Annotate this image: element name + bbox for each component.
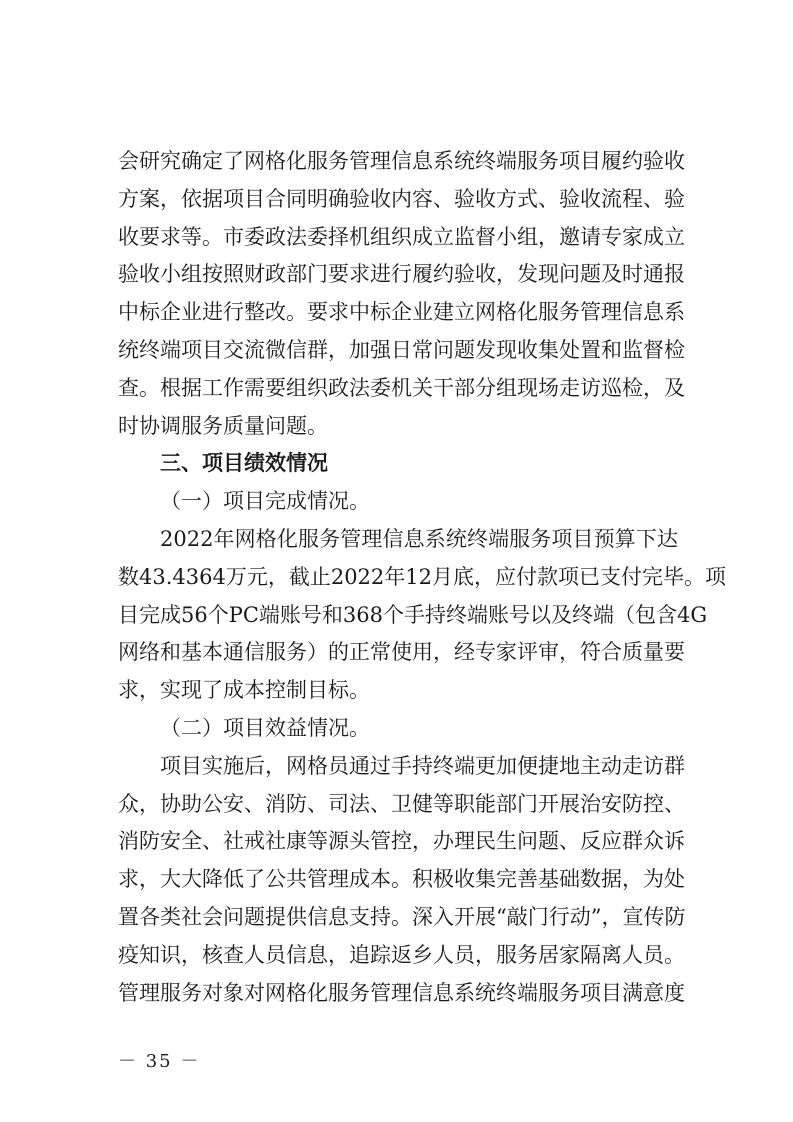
text-line: 管理服务对象对网格化服务管理信息系统终端服务项目满意度 bbox=[118, 980, 685, 1005]
text-line: 置各类社会问题提供信息支持。深入开展“敲门行动”，宣传防 bbox=[118, 904, 686, 929]
paragraph-completion bbox=[118, 521, 727, 710]
text-line: 验收小组按照财政部门要求进行履约验收，发现问题及时通报 bbox=[118, 262, 685, 287]
subsection-heading-benefits: （二）项目效益情况。 bbox=[160, 715, 370, 740]
text-line: 中标企业进行整改。要求中标企业建立网格化服务管理信息系 bbox=[118, 300, 685, 325]
text-line: 目完成56个PC端账号和368个手持终端账号以及终端（包含4G bbox=[118, 602, 708, 627]
text-line: 疫知识，核查人员信息，追踪返乡人员，服务居家隔离人员。 bbox=[118, 942, 685, 967]
text-line: 收要求等。市委政法委择机组织成立监督小组，邀请专家成立 bbox=[118, 224, 685, 249]
text-line: 消防安全、社戒社康等源头管控，办理民生问题、反应群众诉 bbox=[118, 829, 685, 854]
text-line: 求，大大降低了公共管理成本。积极收集完善基础数据，为处 bbox=[118, 867, 685, 892]
text-line: 方案，依据项目合同明确验收内容、验收方式、验收流程、验 bbox=[118, 186, 685, 211]
text-line: 2022年网格化服务管理信息系统终端服务项目预算下达 bbox=[160, 526, 678, 551]
paragraph-acceptance bbox=[118, 143, 685, 445]
paragraph-benefits bbox=[118, 748, 686, 1013]
text-line: 查。根据工作需要组织政法委机关干部分组现场走访巡检，及 bbox=[118, 375, 685, 400]
subsection-heading-completion: （一）项目完成情况。 bbox=[160, 489, 370, 514]
text-line: 项目实施后，网格员通过手持终端更加便捷地主动走访群 bbox=[160, 753, 685, 778]
page-number: － 35 － bbox=[118, 1051, 201, 1072]
text-line: 求，实现了成本控制目标。 bbox=[118, 678, 370, 703]
text-line: 时协调服务质量问题。 bbox=[118, 413, 328, 438]
body-text bbox=[118, 143, 727, 1012]
text-line: 网络和基本通信服务）的正常使用，经专家评审，符合质量要 bbox=[118, 640, 685, 665]
text-line: 会研究确定了网格化服务管理信息系统终端服务项目履约验收 bbox=[118, 149, 685, 173]
text-line: 统终端项目交流微信群，加强日常问题发现收集处置和监督检 bbox=[118, 337, 685, 362]
text-line: 众，协助公安、消防、司法、卫健等职能部门开展治安防控、 bbox=[118, 791, 685, 816]
section-heading: 三、项目绩效情况 bbox=[160, 451, 328, 476]
text-line: 数43.4364万元，截止2022年12月底，应付款项已支付完毕。项 bbox=[118, 564, 727, 589]
